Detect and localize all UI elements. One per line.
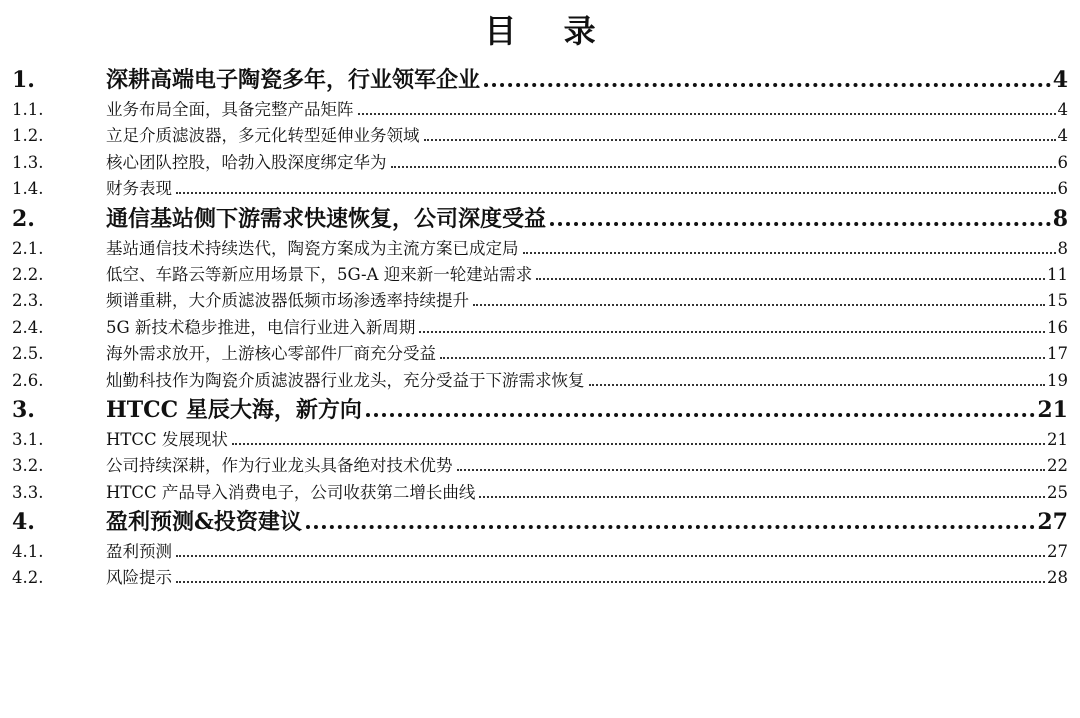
toc-entry-number: 2. (12, 205, 35, 232)
toc-entry-number: 1.4. (12, 179, 44, 199)
toc-entry-page: 19 (1047, 370, 1068, 390)
toc-entry-text: 5G 新技术稳步推进，电信行业进入新周期 (106, 317, 416, 337)
toc-entry-number: 3.2. (12, 456, 44, 476)
toc-entry-number: 2.2. (12, 264, 44, 284)
toc-entry-page: 17 (1047, 344, 1068, 364)
toc-entry[interactable] (12, 502, 1068, 535)
dot-leader (523, 237, 1056, 254)
toc-entry-text: 深耕高端电子陶瓷多年，行业领军企业 (106, 67, 481, 93)
toc-entry[interactable] (12, 172, 1068, 198)
dot-leader (440, 343, 1045, 360)
dot-leader (419, 316, 1045, 333)
dot-leader (550, 204, 1051, 226)
dot-leader (232, 428, 1045, 445)
toc-entry-number: 1. (12, 67, 35, 93)
toc-entry-text: 通信基站侧下游需求快速恢复，公司深度受益 (106, 205, 547, 232)
toc-entry-page: 28 (1047, 568, 1068, 588)
toc-entry[interactable] (12, 60, 1068, 93)
toc-entry[interactable] (12, 119, 1068, 145)
toc-entry-page: 6 (1057, 179, 1068, 199)
toc-entry-page: 4 (1052, 67, 1068, 93)
toc-entry-page: 6 (1057, 152, 1068, 172)
toc-entry-text: HTCC 星辰大海，新方向 (106, 396, 362, 423)
dot-leader (479, 481, 1045, 498)
toc-entry-number: 2.6. (12, 370, 44, 390)
toc-entry-number: 2.3. (12, 291, 44, 311)
dot-leader (176, 567, 1045, 584)
toc-entry-number: 3.1. (12, 429, 44, 449)
toc-entry[interactable] (12, 390, 1068, 423)
toc-entry-number: 4. (12, 509, 35, 536)
dot-leader (536, 263, 1045, 280)
toc-entry[interactable] (12, 561, 1068, 587)
toc-entry-page: 4 (1057, 126, 1068, 146)
dot-leader (424, 125, 1056, 142)
toc-entry[interactable] (12, 232, 1068, 258)
toc-entry-text: 低空、车路云等新应用场景下，5G-A 迎来新一轮建站需求 (106, 264, 533, 284)
toc-entry[interactable] (12, 423, 1068, 449)
toc-title: 目 录 (484, 12, 614, 50)
dot-leader (176, 541, 1045, 558)
toc-entry[interactable] (12, 199, 1068, 232)
toc-entry-page: 21 (1047, 429, 1068, 449)
toc-entry[interactable] (12, 146, 1068, 172)
toc-entry-text: 海外需求放开，上游核心零部件厂商充分受益 (106, 344, 436, 364)
toc-entry-page: 21 (1037, 396, 1068, 423)
toc-entry-text: 公司持续深耕，作为行业龙头具备绝对技术优势 (106, 456, 453, 476)
dot-leader (484, 65, 1051, 87)
dot-leader (358, 99, 1056, 116)
toc-entry-page: 8 (1057, 238, 1068, 258)
toc-entry-text: 灿勤科技作为陶瓷介质滤波器行业龙头，充分受益于下游需求恢复 (106, 370, 585, 390)
toc-entry-text: 盈利预测 (106, 542, 172, 562)
toc-entry-page: 15 (1047, 291, 1068, 311)
toc-entry-number: 3.3. (12, 482, 44, 502)
toc-entry-page: 22 (1047, 456, 1068, 476)
toc-entry-text: HTCC 产品导入消费电子，公司收获第二增长曲线 (106, 482, 476, 502)
toc-entry[interactable] (12, 284, 1068, 310)
toc-entry-text: 立足介质滤波器，多元化转型延伸业务领域 (106, 126, 420, 146)
toc-entry-text: 风险提示 (106, 568, 172, 588)
toc-entry-text: 财务表现 (106, 179, 172, 199)
toc-entry-text: 业务布局全面，具备完整产品矩阵 (106, 100, 354, 119)
toc-entry[interactable] (12, 535, 1068, 561)
dot-leader (366, 395, 1036, 417)
toc-entry-page: 25 (1047, 482, 1068, 502)
toc-entry-number: 4.1. (12, 542, 44, 562)
toc-entry-page: 8 (1052, 205, 1068, 232)
toc-entry[interactable] (12, 258, 1068, 284)
toc-entry-text: HTCC 发展现状 (106, 429, 228, 449)
toc-entry[interactable] (12, 337, 1068, 363)
toc-entry-text: 核心团队控股，哈勃入股深度绑定华为 (106, 152, 387, 172)
dot-leader (589, 369, 1046, 386)
toc-entry[interactable] (12, 364, 1068, 390)
toc-entry-text: 频谱重耕，大介质滤波器低频市场渗透率持续提升 (106, 291, 469, 311)
toc-entry-number: 4.2. (12, 568, 44, 588)
dot-leader (457, 455, 1046, 472)
toc-entry-page: 27 (1047, 542, 1068, 562)
dot-leader (391, 151, 1056, 168)
toc-entry-number: 1.2. (12, 126, 44, 146)
toc-list (12, 60, 1068, 588)
toc-entry-number: 3. (12, 396, 35, 423)
dot-leader (306, 507, 1036, 529)
toc-entry[interactable] (12, 93, 1068, 119)
toc-entry-page: 11 (1047, 264, 1068, 284)
dot-leader (176, 178, 1056, 195)
toc-entry-page: 4 (1057, 100, 1068, 119)
toc-entry-number: 2.1. (12, 238, 44, 258)
toc-entry-number: 2.4. (12, 317, 44, 337)
dot-leader (473, 290, 1045, 307)
toc-entry-text: 基站通信技术持续迭代，陶瓷方案成为主流方案已成定局 (106, 238, 519, 258)
toc-entry-text: 盈利预测&投资建议 (106, 509, 302, 536)
toc-entry-number: 2.5. (12, 344, 44, 364)
toc-entry-page: 16 (1047, 317, 1068, 337)
toc-entry-page: 27 (1037, 509, 1068, 536)
toc-entry-number: 1.3. (12, 152, 44, 172)
toc-entry[interactable] (12, 449, 1068, 475)
toc-entry-number: 1.1. (12, 100, 44, 119)
toc-entry[interactable] (12, 476, 1068, 502)
toc-entry[interactable] (12, 311, 1068, 337)
